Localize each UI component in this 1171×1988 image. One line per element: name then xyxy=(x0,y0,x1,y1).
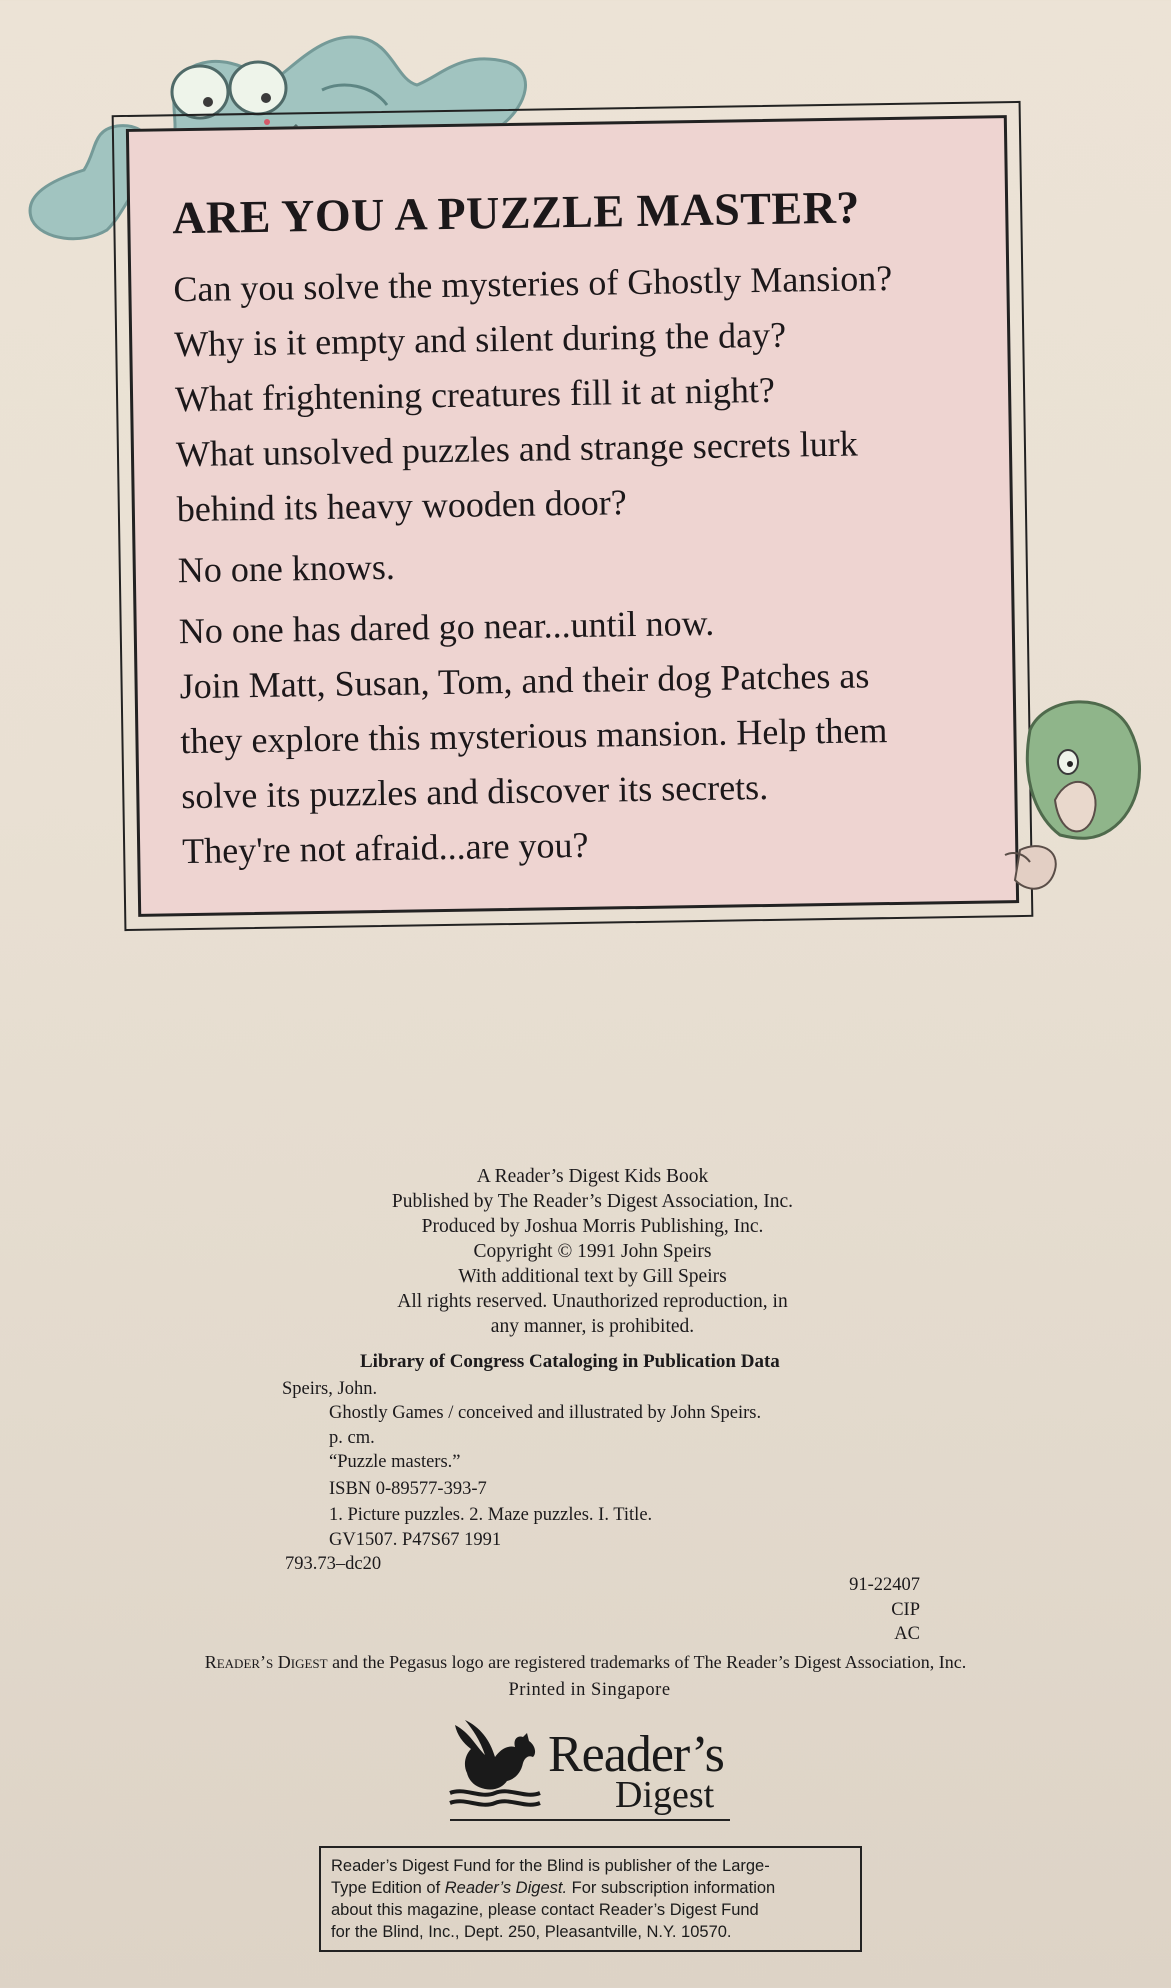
publisher-info xyxy=(0,1164,1171,1339)
trademark-text: and the Pegasus logo are registered trademarks of The Reader’s Digest Association, Inc. xyxy=(332,1652,967,1672)
blind-line-1: Reader’s Digest Fund for the Blind is publisher of the Large- xyxy=(331,1857,770,1875)
blind-line-3: about this magazine, please contact Reader’s Digest Fund xyxy=(331,1901,759,1919)
blind-line-2-end: For subscription information xyxy=(567,1879,776,1897)
framed-panel-inner xyxy=(126,115,1019,917)
cip-dewey xyxy=(285,1552,381,1577)
cip-lc-class: GV1507. P47S67 1991 xyxy=(329,1529,502,1550)
panel-line: solve its puzzles and discover its secrets. xyxy=(181,766,769,817)
blind-line-2 xyxy=(331,1877,850,1899)
panel-line: Can you solve the mysteries of Ghostly Mansion? xyxy=(173,257,893,310)
logo-word-digest: Digest xyxy=(615,1774,715,1816)
cip-heading: Library of Congress Cataloging in Publication Data xyxy=(360,1351,780,1372)
publisher-line: A Reader’s Digest Kids Book xyxy=(476,1166,709,1187)
panel-line: behind its heavy wooden door? xyxy=(176,482,628,530)
readers-digest-logo xyxy=(445,1715,735,1825)
panel-line: What frightening creatures fill it at night? xyxy=(174,369,776,420)
pegasus-icon xyxy=(445,1715,545,1815)
blind-line-2-italic: Reader’s Digest. xyxy=(444,1879,568,1897)
cip-author xyxy=(282,1377,377,1402)
logo-underline xyxy=(450,1819,730,1821)
panel-line: they explore this mysterious mansion. Help them xyxy=(180,710,888,762)
trademark-brand: Reader’s Digest xyxy=(204,1652,328,1672)
panel-line: No one has dared go near...until now. xyxy=(178,602,715,652)
printed-in: Printed in Singapore xyxy=(508,1680,671,1700)
panel-heading: ARE YOU A PUZZLE MASTER? xyxy=(171,181,861,244)
cip-author-name: Speirs, John. xyxy=(282,1379,378,1399)
trademark-notice xyxy=(0,1652,1171,1673)
publisher-line: With additional text by Gill Speirs xyxy=(458,1266,727,1287)
panel-line: What unsolved puzzles and strange secrets lurk xyxy=(175,423,858,475)
panel-line: Why is it empty and silent during the day? xyxy=(173,314,787,365)
cip-title-line: Ghostly Games / conceived and illustrated by John Speirs. xyxy=(329,1403,762,1423)
blind-line-4: for the Blind, Inc., Dept. 250, Pleasantville, N.Y. 10570. xyxy=(331,1923,732,1941)
cip-pages: p. cm. xyxy=(329,1427,375,1448)
publisher-line: any manner, is prohibited. xyxy=(490,1316,695,1337)
framed-panel xyxy=(112,101,1034,931)
cip-control-number: 91-22407 xyxy=(849,1575,920,1595)
framed-panel-text xyxy=(172,179,986,880)
blind-line-2-start: Type Edition of xyxy=(331,1879,445,1897)
cip-isbn: ISBN 0-89577-393-7 xyxy=(329,1478,487,1499)
publisher-line: All rights reserved. Unauthorized reproduction, in xyxy=(397,1291,788,1312)
cip-label: CIP xyxy=(891,1599,920,1620)
publisher-line: Copyright © 1991 John Speirs xyxy=(473,1241,712,1262)
cip-subjects: 1. Picture puzzles. 2. Maze puzzles. I. Title. xyxy=(329,1505,653,1525)
fund-for-blind-notice xyxy=(319,1846,862,1952)
publisher-line: Published by The Reader’s Digest Association, Inc. xyxy=(391,1191,794,1212)
logo-word-readers: Reader’s xyxy=(548,1726,724,1783)
cip-ac-label: AC xyxy=(894,1624,920,1644)
cip-details xyxy=(329,1401,761,1552)
ghost-creature-side-illustration xyxy=(1000,690,1150,910)
panel-line: Join Matt, Susan, Tom, and their dog Patches as xyxy=(179,655,870,707)
panel-line: No one knows. xyxy=(177,546,396,591)
cip-dewey-number: 793.73–dc20 xyxy=(285,1554,382,1574)
cip-series: “Puzzle masters.” xyxy=(329,1452,461,1472)
panel-line: They're not afraid...are you? xyxy=(181,824,589,872)
publisher-line: Produced by Joshua Morris Publishing, Inc. xyxy=(421,1216,764,1237)
cip-control-block xyxy=(780,1573,920,1647)
